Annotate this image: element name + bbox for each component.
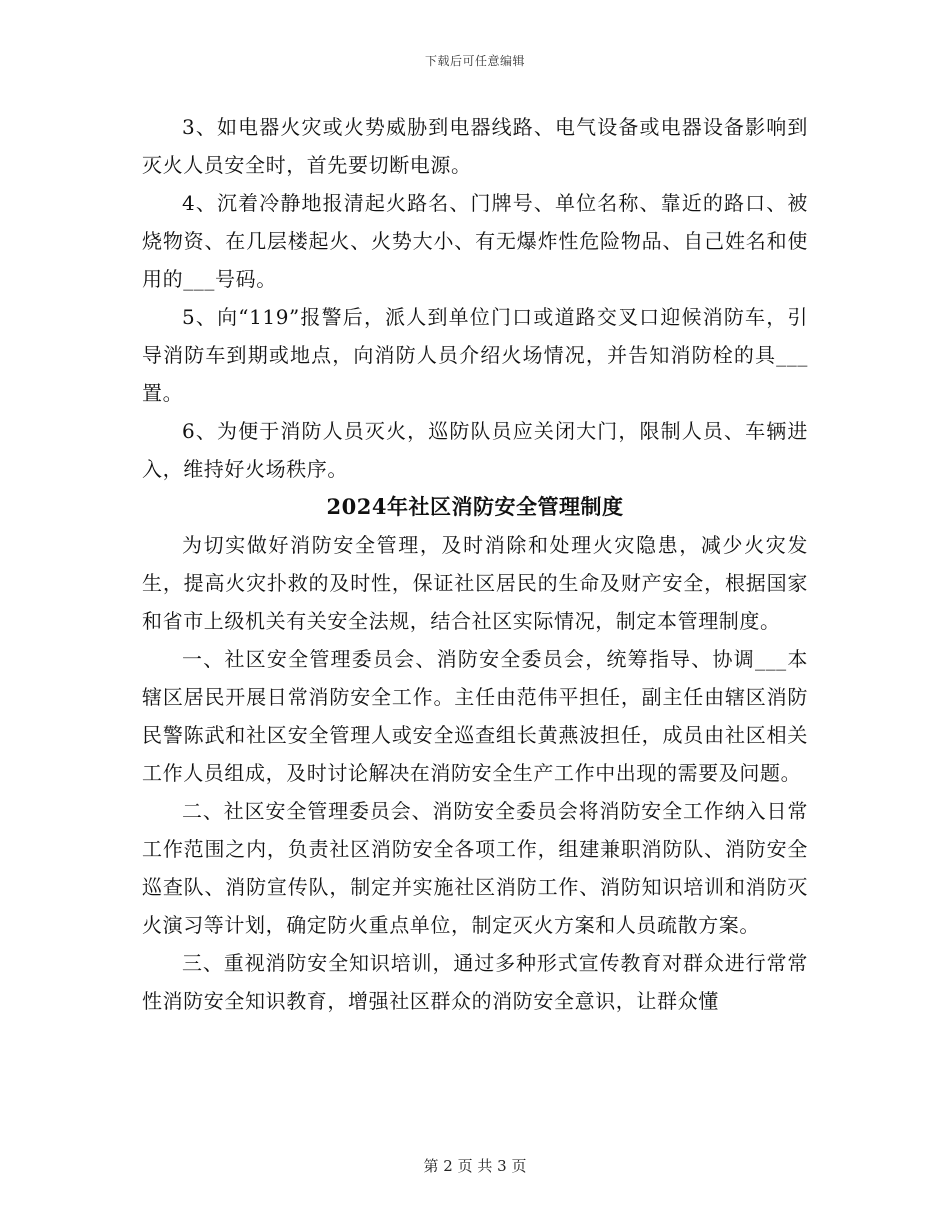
page-header: 下载后可任意编辑 (424, 54, 525, 68)
paragraph-section-1: 一、社区安全管理委员会、消防安全委员会，统筹指导、协调___本辖区居民开展日常消防安全工作。主任由范伟平担任，副主任由辖区消防民警陈武和社区安全管理人或安全巡查组长黄燕波担任，成员由社区相关工作人员组成，及时讨论解决在消防安全生产工作中出现的需要及问题。 (142, 647, 808, 785)
paragraph-item-6: 6、为便于消防人员灭火，巡防队员应关闭大门，限制人员、车辆进入，维持好火场秩序。 (142, 419, 808, 481)
paragraph-section-2: 二、社区安全管理委员会、消防安全委员会将消防安全工作纳入日常工作范围之内，负责社区消防安全各项工作，组建兼职消防队、消防安全巡查队、消防宣传队，制定并实施社区消防工作、消防知识培训和消防灭火演习等计划，确定防火重点单位，制定灭火方案和人员疏散方案。 (142, 799, 808, 937)
document-title: 2024年社区消防安全管理制度 (326, 494, 624, 519)
paragraph-section-3: 三、重视消防安全知识培训，通过多种形式宣传教育对群众进行常常性消防安全知识教育，增强社区群众的消防安全意识，让群众懂 (142, 951, 808, 1013)
page-number-footer: 第 2 页 共 3 页 (423, 1157, 527, 1175)
document-body (142, 108, 808, 1020)
paragraph-intro: 为切实做好消防安全管理，及时消除和处理火灾隐患，减少火灾发生，提高火灾扑救的及时性，保证社区居民的生命及财产安全，根据国家和省市上级机关有关安全法规，结合社区实际情况，制定本管理制度。 (142, 533, 808, 633)
paragraph-item-5: 5、向“119”报警后，派人到单位门口或道路交叉口迎候消防车，引导消防车到期或地点，向消防人员介绍火场情况，并告知消防栓的具___置。 (142, 305, 808, 405)
paragraph-item-3: 3、如电器火灾或火势威胁到电器线路、电气设备或电器设备影响到灭火人员安全时，首先要切断电源。 (142, 115, 808, 177)
paragraph-item-4: 4、沉着冷静地报清起火路名、门牌号、单位名称、靠近的路口、被烧物资、在几层楼起火、火势大小、有无爆炸性危险物品、自己姓名和使用的___号码。 (142, 191, 808, 291)
